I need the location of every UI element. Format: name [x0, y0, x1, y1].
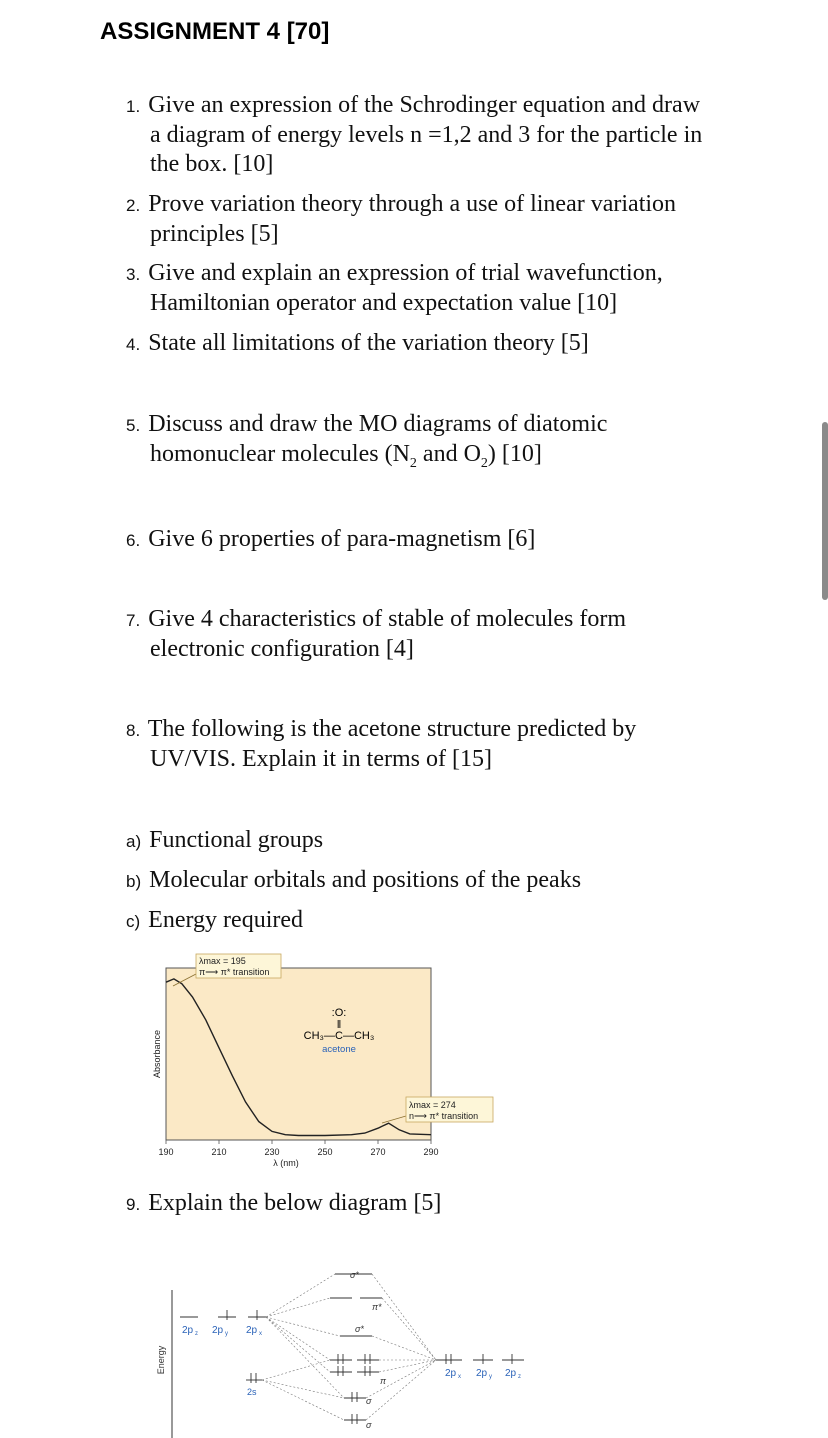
subitem-text: Molecular orbitals and positions of the peaks — [149, 867, 582, 893]
callout-peak1-line2: π⟶ π* transition — [199, 967, 270, 977]
question-text: Prove variation theory through a use of linear variation — [148, 191, 677, 217]
subitem-b — [126, 866, 746, 896]
question-number: 4. — [126, 335, 141, 354]
mo-label: σ* — [350, 1270, 359, 1280]
left-p-label: 2p — [246, 1325, 258, 1336]
x-tick-label: 190 — [158, 1147, 174, 1157]
question-text: Give 6 properties of para-magnetism [6] — [148, 526, 536, 552]
callout-peak2-line1: λmax = 274 — [409, 1100, 456, 1110]
subitem-a — [126, 826, 746, 856]
x-axis-label: λ (nm) — [273, 1158, 299, 1168]
subscript: x — [259, 1331, 262, 1337]
question-text: a diagram of energy levels n =1,2 and 3 for the particle in — [150, 122, 703, 148]
question-text: principles [5] — [150, 221, 279, 247]
x-tick-label: 250 — [317, 1147, 333, 1157]
question-text: Give and explain an expression of trial wavefunction, — [148, 260, 663, 286]
mo-label: π — [380, 1376, 387, 1386]
uv-vis-spectrum-chart — [148, 948, 498, 1173]
question-text: Hamiltonian operator and expectation value [10] — [150, 290, 618, 316]
x-tick-label: 210 — [211, 1147, 227, 1157]
question-number: 8. — [126, 721, 141, 740]
scrollbar[interactable] — [822, 422, 828, 600]
question-text: Give an expression of the Schrodinger equation and draw — [148, 92, 701, 118]
subitem-label: c) — [126, 912, 141, 931]
question-4 — [126, 329, 746, 359]
molecule-chain: CH₃—C—CH₃ — [303, 1030, 375, 1042]
question-6 — [126, 525, 746, 555]
question-2 — [126, 190, 746, 249]
x-tick-label: 290 — [423, 1147, 439, 1157]
subitem-text: Functional groups — [149, 827, 324, 853]
question-7 — [126, 605, 746, 664]
y-axis-label: Absorbance — [152, 1029, 162, 1079]
right-p-label: 2p — [445, 1368, 457, 1379]
x-tick-label: 230 — [264, 1147, 280, 1157]
x-tick-label: 270 — [370, 1147, 386, 1157]
subitem-label: b) — [126, 872, 142, 891]
question-number: 6. — [126, 531, 141, 550]
mo-energy-diagram — [150, 1262, 550, 1438]
subscript: z — [195, 1331, 198, 1337]
question-text: The following is the acetone structure predicted by — [147, 716, 637, 742]
callout-peak2-line2: n⟶ π* transition — [409, 1111, 479, 1121]
right-p-label: 2p — [505, 1368, 517, 1379]
left-p-label: 2p — [182, 1325, 194, 1336]
question-number: 1. — [126, 97, 141, 116]
question-number: 9. — [126, 1195, 141, 1214]
question-number: 5. — [126, 416, 141, 435]
mo-label: σ — [366, 1420, 372, 1430]
left-2s-label: 2s — [247, 1387, 257, 1397]
question-text: Give 4 characteristics of stable of molecules form — [148, 606, 627, 632]
question-number: 3. — [126, 265, 141, 284]
left-p-label: 2p — [212, 1325, 224, 1336]
question-number: 2. — [126, 196, 141, 215]
question-text: UV/VIS. Explain it in terms of [15] — [150, 746, 492, 772]
callout-peak1-line1: λmax = 195 — [199, 956, 246, 966]
right-p-label: 2p — [476, 1368, 488, 1379]
subitem-c — [126, 906, 746, 936]
question-text: electronic configuration [4] — [150, 636, 414, 662]
question-text: Explain the below diagram [5] — [148, 1190, 442, 1216]
subscript: x — [458, 1374, 461, 1380]
question-9 — [126, 1189, 746, 1219]
mo-label: π* — [372, 1302, 382, 1312]
energy-axis-label: Energy — [156, 1345, 166, 1375]
subitem-text: Energy required — [148, 907, 303, 933]
subscript: z — [518, 1374, 521, 1380]
question-5 — [126, 410, 746, 478]
assignment-heading: ASSIGNMENT 4 [70] — [100, 18, 330, 45]
question-1 — [126, 91, 746, 179]
plot-area — [166, 968, 431, 1140]
subscript: y — [489, 1374, 492, 1380]
question-3 — [126, 259, 746, 318]
question-number: 7. — [126, 611, 141, 630]
subscript: y — [225, 1331, 228, 1337]
mo-label: σ — [366, 1396, 372, 1406]
question-text: homonuclear molecules ($N_2$ and $O_2$) [10] — [150, 441, 542, 471]
molecule-name: acetone — [322, 1044, 356, 1055]
question-text: State all limitations of the variation theory [5] — [148, 330, 589, 356]
question-text: the box. [10] — [150, 151, 274, 177]
question-8 — [126, 715, 746, 774]
molecule-double-bond: ‖ — [336, 1019, 342, 1031]
molecule-oxygen: :O: — [331, 1007, 347, 1019]
subitem-label: a) — [126, 832, 142, 851]
question-text: Discuss and draw the MO diagrams of diatomic — [148, 411, 608, 437]
mo-label: σ* — [355, 1324, 364, 1334]
